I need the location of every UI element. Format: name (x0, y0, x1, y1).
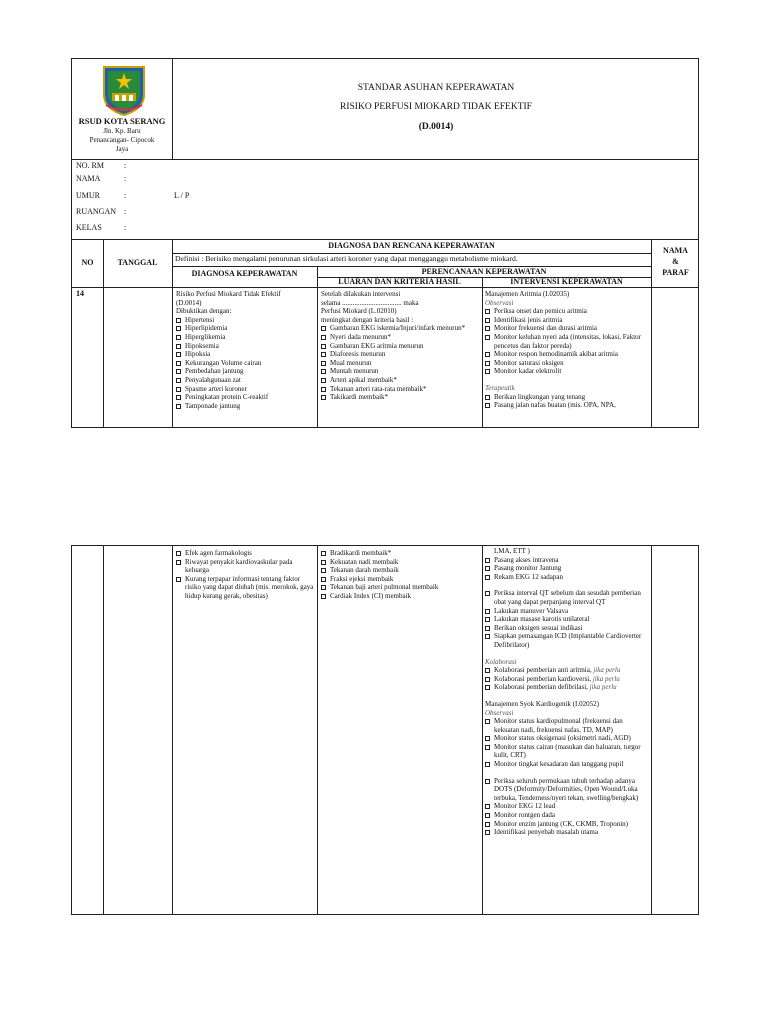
checkbox-icon[interactable] (321, 577, 326, 582)
field-label: NAMA (76, 174, 101, 183)
checkbox-icon[interactable] (321, 560, 326, 565)
checkbox-icon[interactable] (485, 634, 490, 639)
spacer (485, 769, 648, 777)
col-line (482, 546, 483, 914)
field-sep: : (124, 223, 127, 232)
checkbox-icon[interactable] (321, 335, 326, 340)
diagnosa-column (176, 290, 314, 410)
checkbox-item[interactable]: Tekanan arteri rata-rata membaik* (321, 385, 479, 394)
col-line (651, 546, 652, 914)
intervensi-title: Manajemen Aritmia (I.02035) (485, 290, 570, 298)
checkbox-icon[interactable] (321, 344, 326, 349)
checkbox-icon[interactable] (485, 736, 490, 741)
checkbox-icon[interactable] (485, 685, 490, 690)
definition-text: Definisi : Berisiko mengalami penurunan sirkulasi arteri koroner yang dapat mengganggu metabolisme miokard. (175, 254, 518, 263)
form-page-2 (71, 545, 699, 915)
diagnosa-intro-line: (D.0014) (176, 298, 202, 307)
checkbox-item[interactable]: Muntah menurun (321, 367, 479, 376)
field-kelas (76, 224, 376, 238)
col-line (651, 239, 652, 427)
checkbox-icon[interactable] (485, 822, 490, 827)
doc-subtitle: RISIKO PERFUSI MIOKARD TIDAK EFEKTIF (340, 102, 532, 112)
checkbox-item[interactable]: Monitor keluhan nyeri ada (intensitas, lokasi, Faktor pencetus dan faktor pereda) (485, 333, 648, 350)
checkbox-icon[interactable] (485, 318, 490, 323)
header-bottom-line (72, 159, 698, 160)
checkbox-item[interactable]: Monitor frekuensi dan durasi aritmia (485, 324, 648, 333)
hospital-name: RSUD KOTA SERANG (78, 116, 166, 126)
checkbox-item[interactable]: Fraksi ejeksi membaik (321, 575, 479, 584)
row-line (172, 266, 651, 267)
checkbox-icon[interactable] (176, 560, 181, 565)
hospital-address-line1: Jln. Kp. Baru (103, 127, 141, 135)
checkbox-item[interactable]: Pasang monitor Jantung (485, 564, 648, 573)
checkbox-icon[interactable] (176, 352, 181, 357)
luaran-intro-line: Perfusi Miokard (L.02010) (321, 307, 397, 316)
spacer (485, 692, 648, 700)
col-amp-header: & (672, 257, 679, 266)
hospital-address-line3: Jaya (115, 145, 129, 153)
checkbox-item[interactable]: Pasang akses intravena (485, 556, 648, 565)
checkbox-item[interactable]: Kekurangan Volume cairan (176, 359, 314, 368)
checkbox-item[interactable]: Tamponade jantung (176, 402, 314, 411)
checkbox-item[interactable]: Monitor tingkat kesadaran dan tanggang pupil (485, 760, 648, 769)
checkbox-item[interactable]: Hiperlipidemia (176, 324, 314, 333)
section-header: DIAGNOSA DAN RENCANA KEPERAWATAN (328, 241, 495, 250)
field-umur (76, 192, 376, 208)
checkbox-icon[interactable] (176, 551, 181, 556)
checkbox-icon[interactable] (485, 609, 490, 614)
checkbox-item[interactable]: Kurang terpapar informasi tentang faktor risiko yang dapat diubah (mis. merokok, gaya hidup kurang gerak, obesitas) (176, 575, 314, 601)
checkbox-item[interactable]: Diaforesis menurun (321, 350, 479, 359)
diagnosa-intro-line: Dibuktikan dengan: (176, 307, 232, 316)
checkbox-icon[interactable] (176, 326, 181, 331)
checkbox-item[interactable]: Pasang jalan nafas buatan (mis. OPA, NPA, (485, 401, 648, 410)
checkbox-item[interactable]: Monitor status kardiopulmonal (frekuensi dan kekuatan nadi, frekuensi nafas, TD, MAP) (485, 717, 648, 734)
checkbox-item[interactable]: Gambaran EKG aritmia menurun (321, 342, 479, 351)
checkbox-icon[interactable] (321, 378, 326, 383)
spacer (485, 581, 648, 589)
checkbox-icon[interactable] (176, 318, 181, 323)
checkbox-icon[interactable] (321, 326, 326, 331)
checkbox-item[interactable]: Efek agen farmakologis (176, 549, 314, 558)
checkbox-icon[interactable] (485, 352, 490, 357)
checkbox-icon[interactable] (485, 395, 490, 400)
checkbox-item[interactable]: Periksa onset dan pemicu aritmia (485, 307, 648, 316)
hospital-address-line2: Penancangan- Cipocok (89, 136, 155, 144)
checkbox-item[interactable]: Penyalahgunaan zat (176, 376, 314, 385)
checkbox-icon[interactable] (321, 594, 326, 599)
checkbox-icon[interactable] (321, 361, 326, 366)
checkbox-icon[interactable] (485, 677, 490, 682)
checkbox-item[interactable]: Nyeri dada menurun* (321, 333, 479, 342)
col-intervensi-header: INTERVENSI KEPERAWATAN (510, 277, 623, 286)
checkbox-icon[interactable] (485, 719, 490, 724)
field-sep: : (124, 174, 127, 183)
checkbox-icon[interactable] (176, 378, 181, 383)
field-label: RUANGAN (76, 207, 116, 216)
checkbox-item[interactable]: Monitor EKG 12 lead (485, 802, 648, 811)
checkbox-item[interactable]: Berikan lingkungan yang tenang (485, 393, 648, 402)
gender-value: L / P (174, 191, 190, 200)
luaran-column (321, 290, 479, 402)
checkbox-item[interactable]: Hipoksemia (176, 342, 314, 351)
col-paraf-header: PARAF (662, 268, 689, 277)
table-header-bottom (72, 287, 698, 288)
checkbox-item[interactable]: Monitor respon hemodinamik akibat aritmia (485, 350, 648, 359)
checkbox-item[interactable]: Gambaran EKG iskemia/Injuri/infark menurun* (321, 324, 479, 333)
checkbox-icon[interactable] (321, 369, 326, 374)
kolaborasi-label: Kolaborasi (485, 657, 517, 666)
col-line (172, 546, 173, 914)
col-nama-header: NAMA (663, 246, 688, 255)
col-line (482, 277, 483, 427)
checkbox-item[interactable]: Tekanan darah membaik (321, 566, 479, 575)
checkbox-icon[interactable] (321, 352, 326, 357)
intervensi-continuation: LMA, ETT ) (494, 547, 530, 555)
col-luaran-header: LUARAN DAN KRITERIA HASIL (338, 277, 461, 286)
field-sep: : (124, 207, 127, 216)
field-ruangan (76, 208, 376, 224)
checkbox-item[interactable]: Hiperglikemia (176, 333, 314, 342)
col-line (172, 239, 173, 427)
field-label: UMUR (76, 191, 101, 200)
luaran-column-cont (321, 549, 479, 601)
checkbox-item[interactable]: Periksa interval QT sebelum dan sesudah pemberian obat yang dapat perpanjang interval QT (485, 589, 648, 606)
perencanaan-header: PERENCANAAN KEPERAWATAN (421, 267, 547, 276)
checkbox-icon[interactable] (485, 626, 490, 631)
checkbox-item[interactable]: Monitor saturasi oksigen (485, 359, 648, 368)
checkbox-item[interactable]: Kolaborasi pemberian kardioversi, jika perlu (485, 675, 648, 684)
patient-info (76, 162, 376, 238)
field-nama (76, 175, 376, 192)
field-label: NO. RM (76, 161, 105, 170)
checkbox-icon[interactable] (485, 591, 490, 596)
field-no-rm (76, 162, 376, 175)
checkbox-item[interactable]: Lakukan manuver Valsava (485, 607, 648, 616)
checkbox-icon[interactable] (176, 395, 181, 400)
checkbox-icon[interactable] (485, 369, 490, 374)
checkbox-item[interactable]: Arteri apikal membaik* (321, 376, 479, 385)
checkbox-item[interactable]: Pembedahan jantung (176, 367, 314, 376)
checkbox-item[interactable]: Monitor rontgen dada (485, 811, 648, 820)
checkbox-icon[interactable] (485, 617, 490, 622)
luaran-intro-line: selama .................................. maka (321, 298, 419, 307)
checkbox-item[interactable]: Cardiak Index (CI) membaik (321, 592, 479, 601)
checkbox-item[interactable]: Tekanan baji arteri pulmonal membaik (321, 583, 479, 592)
syok-observasi-label: Observasi (485, 708, 514, 717)
field-sep: : (124, 161, 127, 170)
intervensi-column (485, 290, 648, 410)
field-label: KELAS (76, 223, 102, 232)
checkbox-icon[interactable] (176, 577, 181, 582)
row-number: 14 (76, 289, 84, 298)
checkbox-item[interactable]: Siapkan pemasangan ICD (Implantable Cardioverter Defibrilator) (485, 632, 648, 649)
checkbox-item[interactable]: Identifikasi jenis aritmia (485, 316, 648, 325)
checkbox-icon[interactable] (176, 404, 181, 409)
checkbox-item[interactable]: Mual menurun (321, 359, 479, 368)
checkbox-icon[interactable] (485, 575, 490, 580)
checkbox-icon[interactable] (485, 762, 490, 767)
checkbox-item[interactable]: Hipertensi (176, 316, 314, 325)
doc-title: STANDAR ASUHAN KEPERAWATAN (357, 83, 515, 93)
checkbox-item[interactable]: Lakukan masase karotis unilateral (485, 615, 648, 624)
checkbox-icon[interactable] (321, 395, 326, 400)
checkbox-icon[interactable] (321, 387, 326, 392)
checkbox-item[interactable]: Peningkatan protein C-reaktif (176, 393, 314, 402)
checkbox-icon[interactable] (321, 585, 326, 590)
terapeutik-label: Terapeutik (485, 383, 515, 392)
checkbox-icon[interactable] (176, 335, 181, 340)
table-top-line (72, 239, 698, 240)
checkbox-icon[interactable] (485, 745, 490, 750)
checkbox-icon[interactable] (485, 335, 490, 340)
checkbox-icon[interactable] (485, 558, 490, 563)
luaran-intro-line: Setelah dilakukan intervensi (321, 290, 401, 298)
checkbox-item[interactable]: Spasme arteri koroner (176, 385, 314, 394)
checkbox-icon[interactable] (176, 369, 181, 374)
hospital-logo (100, 65, 148, 117)
checkbox-icon[interactable] (485, 813, 490, 818)
intervensi-column-cont (485, 547, 648, 837)
doc-code: (D.0014) (418, 122, 454, 132)
col-line (103, 546, 104, 914)
diagnosa-intro-line: Risiko Perfusi Miokard Tidak Efektif (176, 290, 281, 298)
diagnosa-column-cont (176, 549, 314, 601)
checkbox-icon[interactable] (321, 568, 326, 573)
checkbox-icon[interactable] (485, 668, 490, 673)
checkbox-icon[interactable] (485, 361, 490, 366)
checkbox-icon[interactable] (485, 804, 490, 809)
checkbox-item[interactable]: Berikan oksigen sesuai indikasi (485, 624, 648, 633)
checkbox-item[interactable]: Monitor status oksigenasi (oksimetri nadi, AGD) (485, 734, 648, 743)
checkbox-icon[interactable] (485, 403, 490, 408)
checkbox-item[interactable]: Kolaborasi pemberian anti aritmia, jika perlu (485, 666, 648, 675)
checkbox-item[interactable]: Takikardi membaik* (321, 393, 479, 402)
checkbox-item[interactable]: Monitor enzim jantung (CK, CKMB, Troponin) (485, 820, 648, 829)
checkbox-icon[interactable] (176, 387, 181, 392)
checkbox-icon[interactable] (485, 830, 490, 835)
checkbox-icon[interactable] (176, 361, 181, 366)
checkbox-icon[interactable] (485, 779, 490, 784)
checkbox-icon[interactable] (485, 326, 490, 331)
checkbox-item[interactable]: Hipoksia (176, 350, 314, 359)
checkbox-item[interactable]: Rekam EKG 12 sadapan (485, 573, 648, 582)
syok-title: Manajemen Syok Kardiogenik (I.02052) (485, 699, 599, 708)
checkbox-item[interactable]: Kolaborasi pemberian defibrilasi, jika perlu (485, 683, 648, 692)
checkbox-item[interactable]: Identifikasi penyebab masalah utama (485, 828, 648, 837)
col-line (317, 266, 318, 427)
spacer (485, 650, 648, 658)
observasi-label: Observasi (485, 298, 514, 307)
spacer (485, 376, 648, 384)
checkbox-icon[interactable] (176, 344, 181, 349)
checkbox-item[interactable]: Kekuatan nadi membaik (321, 558, 479, 567)
checkbox-item[interactable]: Riwayat penyakit kardiovaskular pada keluarga (176, 558, 314, 575)
field-sep: : (124, 191, 127, 200)
checkbox-icon[interactable] (485, 566, 490, 571)
form-page-1 (71, 58, 699, 428)
col-diagnosa-header: DIAGNOSA KEPERAWATAN (191, 269, 298, 278)
col-line (317, 546, 318, 914)
checkbox-item[interactable]: Periksa seluruh permukaan tubuh terhadap adanya DOTS (Deformity/Deformities, Open Wound/Luka terbuka, Tenderness/nyeri tekan, swelling/bengkak) (485, 777, 648, 803)
checkbox-item[interactable]: Monitor status cairan (masukan dan haluaran, turgor kulit, CRT) (485, 743, 648, 760)
checkbox-item[interactable]: Monitor kadar elektrolit (485, 367, 648, 376)
luaran-intro-line: meningkat dengan kriteria hasil : (321, 315, 414, 324)
checkbox-icon[interactable] (321, 551, 326, 556)
col-tanggal-header: TANGGAL (117, 258, 158, 267)
checkbox-item[interactable]: Bradikardi membaik* (321, 549, 479, 558)
checkbox-icon[interactable] (485, 309, 490, 314)
col-no-header: NO (81, 258, 94, 267)
